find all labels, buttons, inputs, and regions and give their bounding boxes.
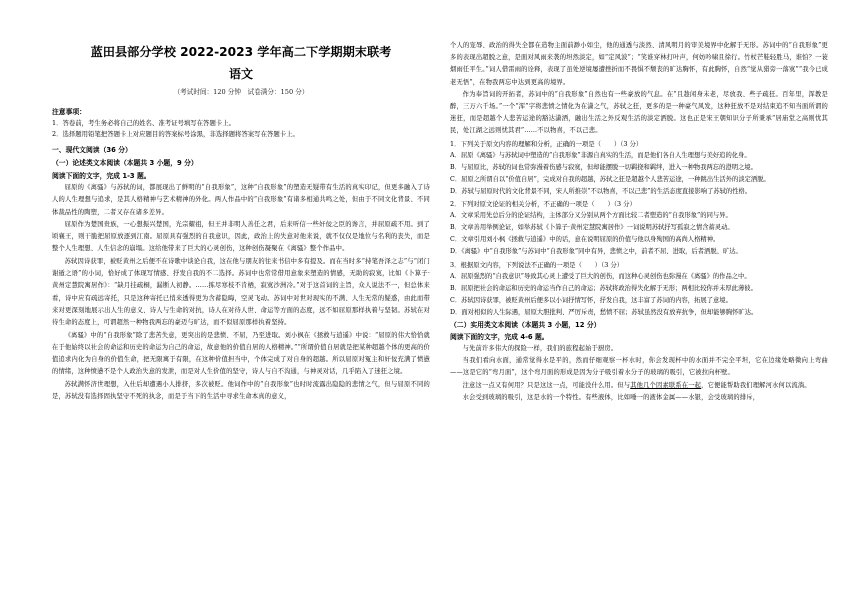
question-stem: 1．下列关于原文内容的理解和分析，正确的一项是（ ）（3 分） <box>450 139 643 148</box>
passage-paragraph: 苏轼因诗获罪，被贬黄州之后便不在诗歌中谈论自我，这在他与朋友的往来书信中多有提及。而在当时多“持笔吾泽之志”与“闭门谢遁之语”的小词，恰好成了体现写情感、抒发自我的不二选择。苏词中也常常借用意象来塑造的情感，无助的寂寞，比如《卜算子·黄州定慧院寓居作》：“缺月挂疏桐，漏断人初静。……拣尽寒枝不肯栖，寂寞沙洲冷。”对于这首词的主旨，众人说法不一，但总体来看，诗中应有疏远寄托，只是这种寄托已悄来透得更为含蓄隐晦，空灵飞动。苏词中对世对现实的不满、人生无常的疑惑，由此而带来对更深刻地展示出人生的意义、诗人与生命的对抗，诗人在对待人世、命运等方面的态度，远不如屈原那样执着与坚韧。苏轼在对待生命的态度上，可谓超然一种物我两忘的豪迈与旷达，而不似屈原那样执着坚持。 <box>52 257 430 327</box>
answer-option: C．屈原之所谓自以“价值自居”，完成对自我的超越，苏轼之狂是超越个人悲苦运途，一种跳出生活外的淡定洒脱。 <box>450 175 770 183</box>
reading-instruction: 阅读下面的文字，完成 4-6 题。 <box>450 333 549 342</box>
answer-option: A．屈原强烈的“自我意识”导致其心灵上遭受了巨大的创伤，而这种心灵创伤也弥漫在《离骚》的作品之中。 <box>450 272 751 280</box>
answer-option: B．屈原把社会的命运和历史的命运当作自己的命运；苏轼将政治得失化解于无形；两相比较你并未厚此薄彼。 <box>450 284 757 292</box>
passage-paragraph: 屈原作为楚国贵族，一心想振兴楚国，光宗耀祖，但王并非明人善任之君，后来听信一些奸佞之臣的谗言，并屈原疏不用。到了顷襄王，则干脆把屈原放逐到江南。屈原具有强烈的自我意识，因此，政治上的失意对他来说，就不仅仅是地位与名利的丧失，而是整个人生理想、人生信念的崩塌。这给他带来了巨大的心灵创伤，这种创伤凝聚在《离骚》整个作品中。 <box>52 220 430 253</box>
underlined-phrase: 其他几个因素联系在一起 <box>630 381 702 389</box>
question-stem: 2．下列对原文论证的相关分析，不正确的一项是（ ）（3 分） <box>450 200 636 209</box>
passage-paragraph: 与先前许多伟大的探险一样，我们的旅程起始于厨房。 <box>462 345 618 353</box>
answer-option: C．文章引用刘小枫《拯救与逍遥》中的话，意在说明屈原的价值与他以身殉国的高尚人格精神。 <box>450 236 720 244</box>
answer-option: B．文章善用举例论证，如举苏轼《卜算子·黄州定慧院寓居作》一词说明苏轼抒写孤寂之情含蓄灵动。 <box>450 224 734 232</box>
passage-paragraph: 当我们看向水面，通常觉得水是平的，然而仔细观察一杯水时，你会发现杯中的水面并不完全平坦，它在边缘处略微向上弯曲——这是它的“弯月面”，这个弯月面的形成是因为分子吸引着水分子的玻璃的吸引，它被拉向杯壁。 <box>450 357 828 377</box>
answer-option: D．苏轼与屈原时代的文化背景不同，宋人所推崇“不以物喜，不以己悲”的生活态度直接影响了苏轼的性格。 <box>450 188 752 195</box>
subsection-heading: （一）论述类文本阅读（本题共 3 小题，9 分） <box>52 159 198 167</box>
passage-paragraph: 水会受到玻璃的吸引，这是水的一个特性。有些液体，比如唾一的液体金属——水银，会受玻璃的排斥， <box>462 393 760 401</box>
exam-info: （考试时间：120 分钟 试卷满分：150 分） <box>173 88 309 96</box>
answer-option: D．《离骚》中“自我形象”与苏词中“自我形象”同中有异，悲愤之中，前者不屈、进取，后者洒脱、旷达。 <box>450 248 742 256</box>
right-column <box>450 0 828 404</box>
question-stem: 3．根据原文内容，下列说法不正确的一项是（ ）（3 分） <box>450 260 624 269</box>
passage-paragraph: 个人的宠辱、政治的得失全都在造物主面前渺小如尘，他的通透与淡然、清风明月的审美境界中化解于无形。苏词中的“自我形象”更多的表现出超脱之意，是面对风雨来袭的坦然淡定，如“定风波”；“笑谁穿林打叶声，何妨吟啸且徐行。竹杖芒鞋轻胜马，谁怕？一蓑烟雨任平生。”词人借雷雨的诠释，表现了虽处逆境屡遭挫折而不畏惧不颓丧的旷达胸怀，有此胸怀，自然“觉从猎旁一落寞”“我今已成老无悟”，在物我两忘中达到更高的境界。 <box>450 42 828 86</box>
passage-paragraph: 苏轼满怀济世理想，入仕后却遭遇小人排挤，多次被贬。他词作中的“自我形象”也时时流露出隐隐的悲情之气，但与屈原不同的是，苏轼没有选择固执坚守不死的执念，而是于当下的生活中寻求生命本真的意义， <box>52 380 430 401</box>
answer-option: C．苏轼因诗获罪，被贬黄州后便多以小词抒情写怀，抒发自我，这丰富了苏词的内容，拓展了意境。 <box>450 296 732 304</box>
answer-option: B．与屈原比，苏轼的词也常弥漫着伤感与寂寞，但却能摆脱一切羁挠和羁绊，进入一种物我两忘的澄明之境。 <box>450 163 757 171</box>
passage-paragraph: 《离骚》中的“自我形象”除了悲苦失意，更突出的是悲愤、不屈，乃至进取。刘小枫在《拯救与逍遥》中说：“屈原的伟大恰恰就在于他始终以社会的命运和历史的命运为自己的命运，故意他的价值自居的人格精神。”“所谓价值自居就是把某种超越个体的更高的价值追求内化为自身的价值生命，把无限寓于有限，在这种价值担当中，个体完成了对自身的超越。所以屈原对冤主和奸佞充满了愤懑的情绪，这种愤懑不是个人政治失意的发泄，而是对人生价值的坚守，诗人与自不沟通，与神灵对话，几乎陷入了迷狂之境。 <box>52 331 430 376</box>
subject-title: 语文 <box>228 67 253 81</box>
exam-title: 蓝田县部分学校 2022-2023 学年高二下学期期末联考 <box>90 45 392 59</box>
answer-option: A．文章采用先总后分的论证结构，主体部分又分别从两个方面比较二者塑造的“自我形象”的同与异。 <box>450 212 732 220</box>
subsection-heading: （二）实用类文本阅读（本题共 3 小题，12 分） <box>450 321 601 330</box>
answer-option: A．屈原《离骚》与苏轼词中塑造的“自我形象”非源自真实的生活，而是他们各自人生理想与美好追的化身。 <box>450 151 751 159</box>
notice-heading: 注意事项： <box>52 108 86 116</box>
reading-instruction: 阅读下面的文字，完成 1-3 题。 <box>52 172 151 180</box>
answer-option: D．面对相似的人生际遇，屈原大胆批判、严厉斥责，愁愤不屈；苏轼虽然没有放弃抗争，但却能够胸怀旷达。 <box>450 308 758 316</box>
left-column <box>52 0 430 403</box>
passage-paragraph: 注意这一点又有何用？只是这这一点，可能没什么用。但与其他几个因素联系在一起，它便能帮助我们理解河水何以流淌。 <box>462 381 811 389</box>
section-heading: 一、现代文阅读（36 分） <box>52 146 132 154</box>
notice-item: 2．选择题用铅笔把答题卡上对应题目的答案标号涂黑，非选择题将答案写在答题卡上。 <box>52 130 299 138</box>
passage-paragraph: 屈原的《离骚》与苏轼的词，都展现出了鲜明的“自我形象”，这种“自我形象”的塑造无疑带有生活的真实印记，但更多融入了诗人的人生理想与追求，是其人格精神与艺术精神的外化。两人作品中的“自我形象”有诸多相通共鸣之处，但由于不同文化背景、不同体裁品性的陶塑，二者又存在诸多差异。 <box>52 184 430 216</box>
notice-item: 1．答卷前，考生务必将自己的姓名、准考证号填写在答题卡上。 <box>52 119 236 127</box>
passage-paragraph: 作为奉旨词的开拓者，苏词中的“自我形象”自然也有一些豪放的气息。在“且趁闲身未老，尽放我、些子疏狂。百年里，浑教是醉，三万六千场。”一个“浑”字将悲愤之情化为在潇之气，苏轼之狂，更多的是一种豪气风发，这种狂放不是对结束追不知当面所谓的迷狂，而是超越个人悲苦运途的豁达潇洒，融出生活之外反观生活的淡定洒脱。这也正是宋王朝知识分子所秉承“居庙堂之高则忧其民，处江湖之远则忧其君”……不以物喜，不以己悲。 <box>450 90 828 135</box>
